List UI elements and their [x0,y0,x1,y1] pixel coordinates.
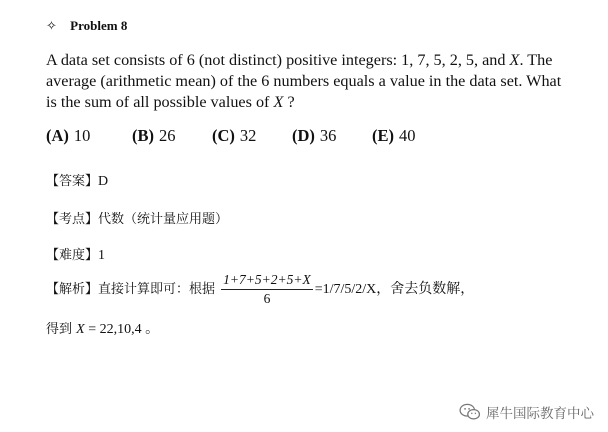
problem-header [46,18,127,34]
stem-text-1: A data set consists of 6 (not distinct) positive integers: 1, 7, 5, 2, 5, and [46,51,510,69]
difficulty-value: 1 [98,248,106,263]
answer-value: D [98,174,109,189]
choice-a: (A) 10 [46,126,91,145]
fraction-denominator: 6 [263,291,271,306]
diamond-outline-icon: ✧ [46,18,57,33]
problem-stem [46,50,566,113]
choice-d: (D) 36 [292,126,337,145]
solution-line2-var: X [76,322,85,337]
choice-e: (E) 40 [372,126,416,145]
solution-label: 【解析】 [46,282,99,297]
answer-line [46,170,108,190]
stem-text-2: . The average (arithmetic mean) of the 6 numbers equals a value in the data set. What is the sum of all possible values of [46,51,562,111]
answer-label: 【答案】 [46,174,99,189]
solution-line [46,272,474,307]
solution-line2-prefix: 得到 [46,322,77,337]
difficulty-label: 【难度】 [46,248,99,263]
choice-b: (B) 26 [132,126,176,145]
stem-var-2: X [273,93,284,111]
problem-title: Problem 8 [70,18,128,33]
topic-value: 代数（统计量应用题） [98,212,229,227]
solution-result: =1/7/5/2/X，舍去负数解， [314,282,475,297]
solution-intro: 直接计算即可：根据 [98,282,216,297]
stem-text-3: ? [283,93,295,111]
solution-line2-value: = 22,10,4 。 [84,322,160,337]
watermark-text: 犀牛国际教育中心 [486,406,594,422]
topic-label: 【考点】 [46,212,99,227]
watermark [459,402,594,422]
choice-c: (C) 32 [212,126,257,145]
wechat-icon [459,403,481,421]
difficulty-line [46,244,105,264]
solution-line-2 [46,318,159,338]
solution-fraction [221,272,313,307]
stem-var: X [509,51,520,69]
topic-line [46,208,228,227]
fraction-numerator: 1+7+5+2+5+X [221,272,313,290]
